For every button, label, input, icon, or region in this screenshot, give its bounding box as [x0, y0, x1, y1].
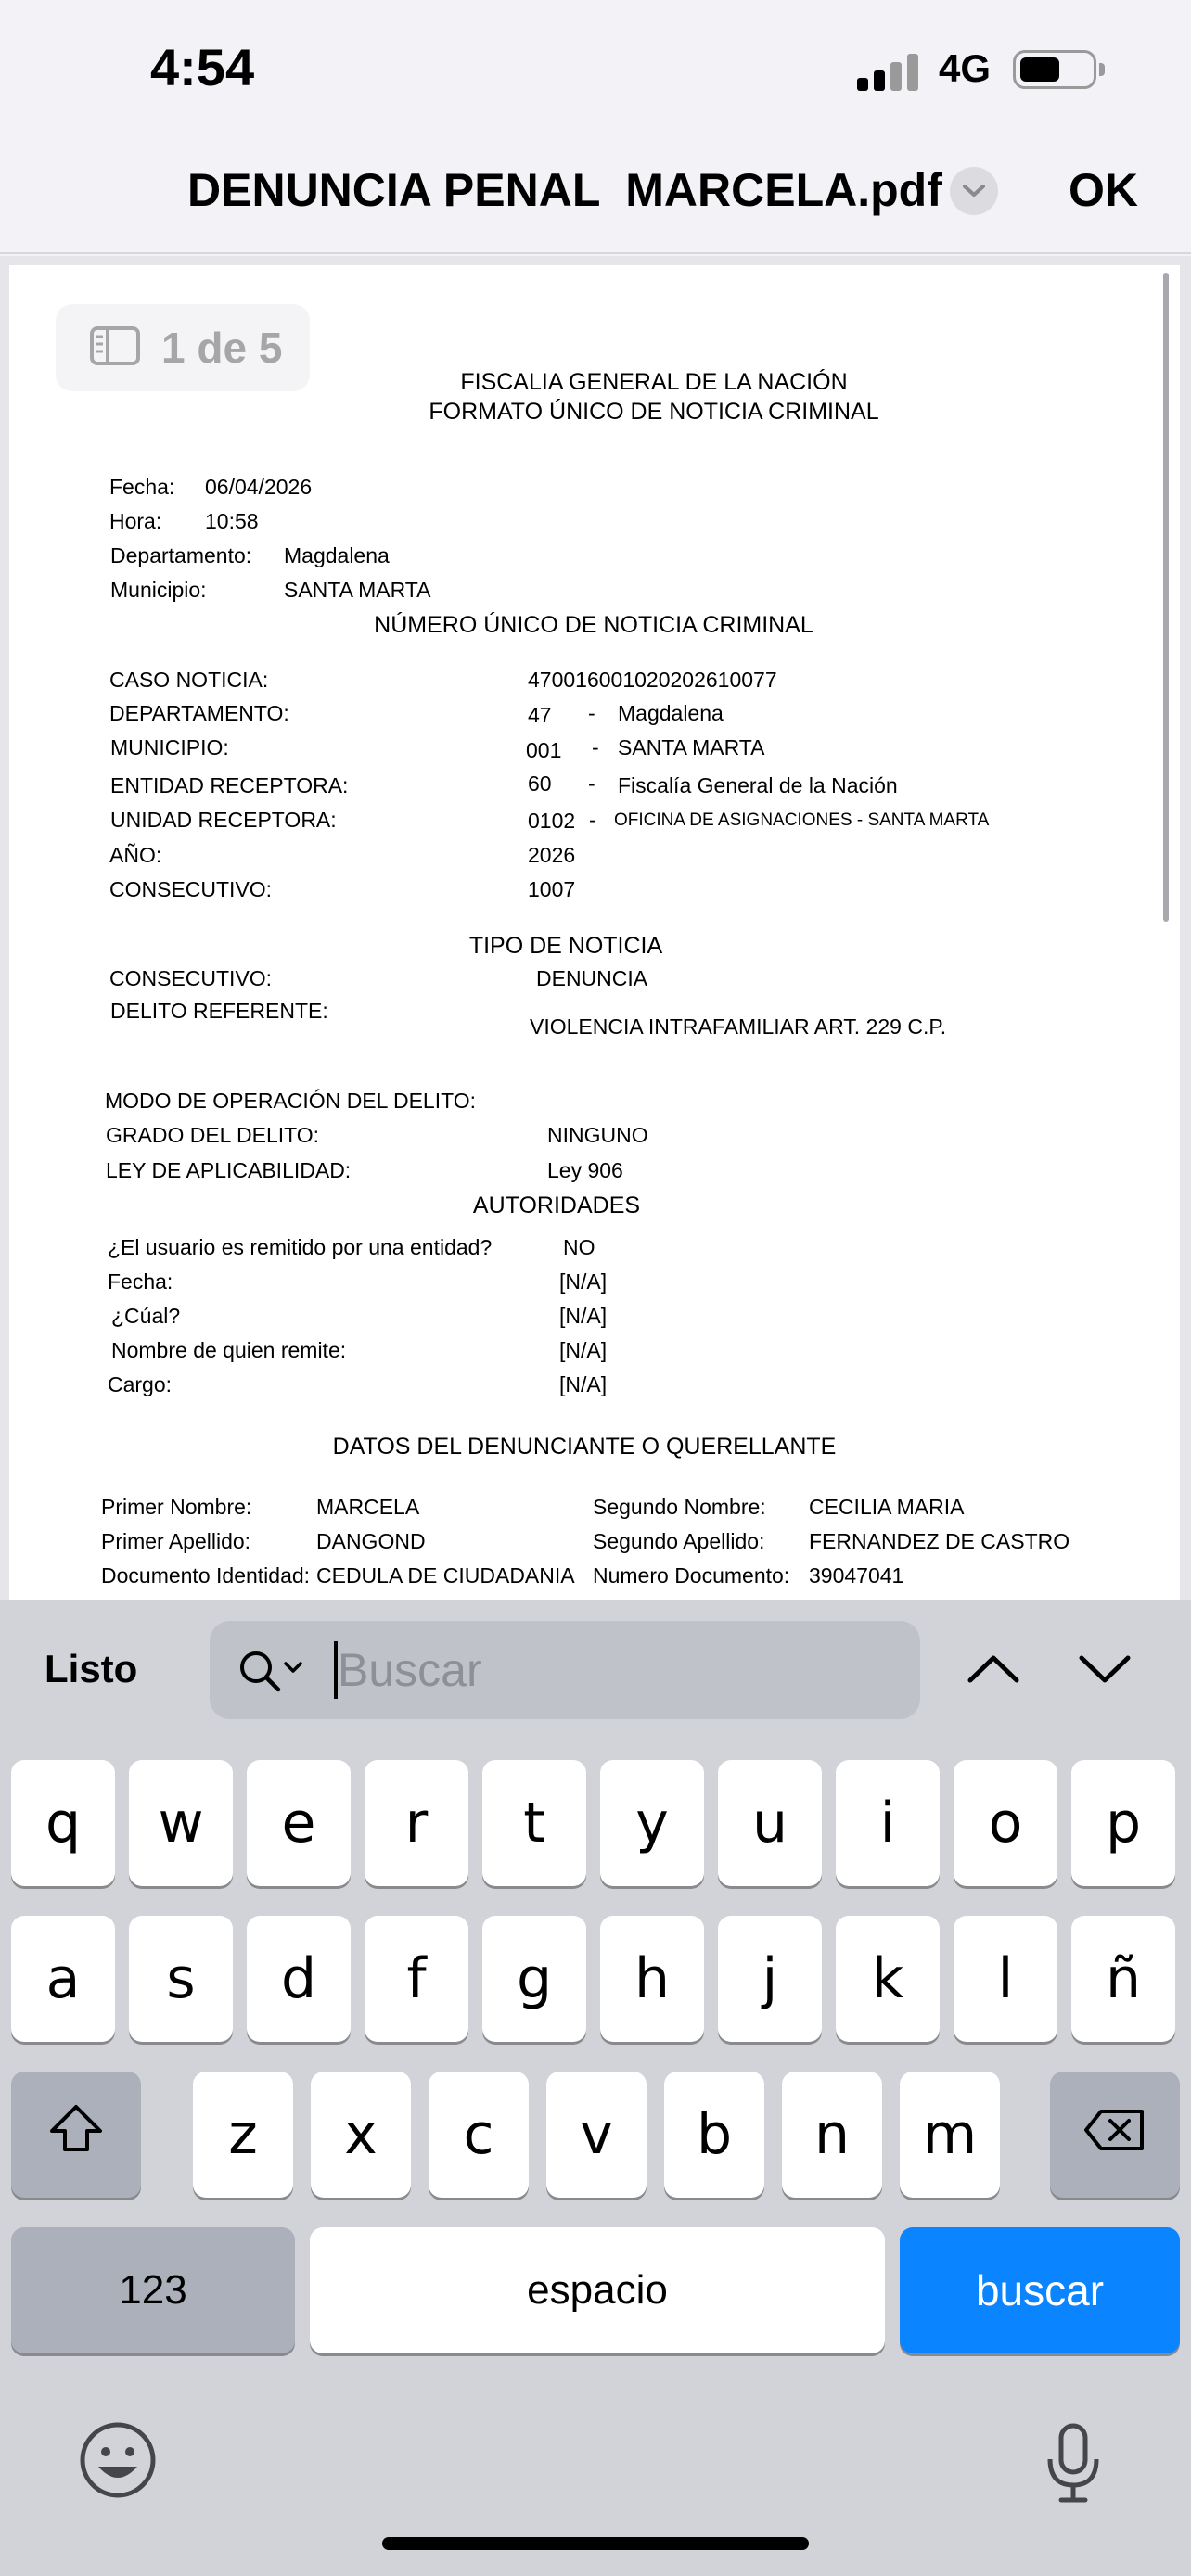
done-button[interactable]: Listo	[45, 1647, 138, 1690]
ley-value: Ley 906	[547, 1158, 623, 1182]
autoridad-fecha-value: [N/A]	[559, 1269, 608, 1294]
entidad-name: Fiscalía General de la Nación	[618, 773, 898, 797]
hora-value: 10:58	[205, 509, 259, 533]
dash: -	[589, 808, 596, 832]
battery-icon	[1013, 50, 1096, 89]
departamento-label: Departamento:	[110, 543, 252, 567]
search-key[interactable]: buscar	[900, 2227, 1180, 2353]
keyboard	[0, 1730, 1191, 2576]
key-y[interactable]: y	[600, 1760, 704, 1886]
municipio-code-label: MUNICIPIO:	[110, 735, 229, 759]
key-l[interactable]: l	[954, 1916, 1057, 2042]
key-d[interactable]: d	[247, 1916, 351, 2042]
documento-identidad-label: Documento Identidad:	[101, 1563, 311, 1588]
hora-label: Hora:	[109, 509, 162, 533]
key-u[interactable]: u	[718, 1760, 822, 1886]
cual-label: ¿Cúal?	[111, 1304, 181, 1328]
fecha-value: 06/04/2026	[205, 475, 313, 499]
title-menu-chevron-icon[interactable]	[950, 167, 998, 215]
primer-nombre-value: MARCELA	[316, 1495, 420, 1519]
shift-icon	[47, 2102, 105, 2168]
grado-label: GRADO DEL DELITO:	[106, 1123, 320, 1147]
key-e[interactable]: e	[247, 1760, 351, 1886]
key-k[interactable]: k	[836, 1916, 940, 2042]
municipio-name: SANTA MARTA	[618, 735, 765, 759]
key-x[interactable]: x	[311, 2072, 411, 2198]
key-c[interactable]: c	[429, 2072, 529, 2198]
unidad-label: UNIDAD RECEPTORA:	[110, 808, 337, 832]
chevron-down-icon[interactable]	[1072, 1641, 1137, 1697]
signal-icon	[857, 54, 920, 91]
datos-denunciante-title: DATOS DEL DENUNCIANTE O QUERELLANTE	[332, 1434, 837, 1460]
caso-noticia-label: CASO NOTICIA:	[109, 668, 269, 692]
entidad-code: 60	[528, 772, 552, 796]
ok-button[interactable]: OK	[1069, 164, 1138, 216]
search-icon[interactable]	[237, 1649, 315, 1700]
key-a[interactable]: a	[11, 1916, 115, 2042]
delete-icon	[1082, 2102, 1147, 2167]
shift-key[interactable]	[11, 2072, 141, 2198]
key-n[interactable]: n	[782, 2072, 882, 2198]
cargo-label: Cargo:	[108, 1372, 173, 1396]
scrollbar[interactable]	[1163, 273, 1169, 922]
autoridades-title: AUTORIDADES	[472, 1192, 641, 1218]
segundo-apellido-label: Segundo Apellido:	[593, 1529, 765, 1553]
key-r[interactable]: r	[365, 1760, 468, 1886]
sidebar-icon	[89, 325, 141, 371]
search-input[interactable]	[338, 1638, 894, 1702]
numero-documento-label: Numero Documento:	[593, 1563, 790, 1588]
document-title[interactable]: DENUNCIA PENAL MARCELA.pdf	[187, 164, 942, 216]
key-h[interactable]: h	[600, 1916, 704, 2042]
key-q[interactable]: q	[11, 1760, 115, 1886]
primer-nombre-label: Primer Nombre:	[101, 1495, 252, 1519]
emoji-icon[interactable]	[78, 2420, 158, 2505]
key-p[interactable]: p	[1071, 1760, 1175, 1886]
unidad-name: OFICINA DE ASIGNACIONES - SANTA MARTA	[614, 810, 990, 830]
primer-apellido-value: DANGOND	[316, 1529, 426, 1553]
doc-header-2: FORMATO ÚNICO DE NOTICIA CRIMINAL	[429, 399, 879, 425]
departamento-value: Magdalena	[284, 543, 390, 567]
unidad-code: 0102	[528, 809, 576, 833]
consecutivo-label: CONSECUTIVO:	[109, 877, 273, 901]
key-f[interactable]: f	[365, 1916, 468, 2042]
dash: -	[588, 772, 596, 796]
entidad-label: ENTIDAD RECEPTORA:	[110, 773, 349, 797]
dash: -	[588, 701, 596, 725]
key-o[interactable]: o	[954, 1760, 1057, 1886]
municipio-value: SANTA MARTA	[284, 578, 431, 602]
delete-key[interactable]	[1050, 2072, 1180, 2198]
key-m[interactable]: m	[900, 2072, 1000, 2198]
numbers-key[interactable]: 123	[11, 2227, 295, 2353]
ley-label: LEY DE APLICABILIDAD:	[106, 1158, 352, 1182]
numero-documento-value: 39047041	[809, 1563, 904, 1588]
page-indicator[interactable]	[56, 304, 310, 391]
cargo-value: [N/A]	[559, 1372, 608, 1396]
grado-value: NINGUNO	[547, 1123, 648, 1147]
key-b[interactable]: b	[664, 2072, 764, 2198]
nombre-remite-label: Nombre de quien remite:	[111, 1338, 347, 1362]
key-s[interactable]: s	[129, 1916, 233, 2042]
consecutivo-value: 1007	[528, 877, 576, 901]
network-type: 4G	[939, 46, 992, 90]
segundo-apellido-value: FERNANDEZ DE CASTRO	[809, 1529, 1070, 1553]
cual-value: [N/A]	[559, 1304, 608, 1328]
tipo-noticia-title: TIPO DE NOTICIA	[468, 933, 663, 959]
modo-operacion-label: MODO DE OPERACIÓN DEL DELITO:	[105, 1089, 477, 1113]
space-key[interactable]: espacio	[310, 2227, 885, 2353]
segundo-nombre-value: CECILIA MARIA	[809, 1495, 965, 1519]
municipio-label: Municipio:	[110, 578, 207, 602]
segundo-nombre-label: Segundo Nombre:	[593, 1495, 766, 1519]
caso-noticia-value: 470016001020202610077	[528, 668, 777, 692]
home-indicator	[382, 2537, 809, 2550]
key-i[interactable]: i	[836, 1760, 940, 1886]
remitido-value: NO	[563, 1235, 596, 1259]
document-viewer[interactable]	[0, 256, 1191, 1600]
status-bar	[0, 0, 1191, 139]
dash: -	[592, 735, 599, 759]
delito-value: VIOLENCIA INTRAFAMILIAR ART. 229 C.P.	[530, 1014, 947, 1039]
autoridad-fecha-label: Fecha:	[108, 1269, 173, 1294]
nombre-remite-value: [N/A]	[559, 1338, 608, 1362]
departamento-name: Magdalena	[618, 701, 724, 725]
status-time: 4:54	[150, 38, 255, 96]
primer-apellido-label: Primer Apellido:	[101, 1529, 251, 1553]
nav-bar	[0, 139, 1191, 254]
key-z[interactable]: z	[193, 2072, 293, 2198]
key-j[interactable]: j	[718, 1916, 822, 2042]
chevron-up-icon[interactable]	[961, 1641, 1026, 1697]
page-indicator-label: 1 de 5	[161, 324, 283, 372]
pdf-page	[9, 265, 1180, 1600]
key-w[interactable]: w	[129, 1760, 233, 1886]
key-g[interactable]: g	[482, 1916, 586, 2042]
anio-value: 2026	[528, 843, 576, 867]
documento-identidad-value: CEDULA DE CIUDADANIA	[316, 1563, 575, 1588]
key-v[interactable]: v	[546, 2072, 647, 2198]
anio-label: AÑO:	[109, 843, 162, 867]
doc-header-1: FISCALIA GENERAL DE LA NACIÓN	[460, 369, 848, 395]
search-field[interactable]	[210, 1621, 920, 1719]
departamento-code: 47	[528, 703, 552, 727]
tipo-consecutivo-label: CONSECUTIVO:	[109, 966, 273, 990]
remitido-label: ¿El usuario es remitido por una entidad?	[108, 1235, 493, 1259]
delito-label: DELITO REFERENTE:	[110, 999, 328, 1023]
tipo-consecutivo-value: DENUNCIA	[536, 966, 648, 990]
numero-unico-title: NÚMERO ÚNICO DE NOTICIA CRIMINAL	[374, 612, 813, 638]
fecha-label: Fecha:	[109, 475, 175, 499]
departamento-code-label: DEPARTAMENTO:	[109, 701, 289, 725]
microphone-icon[interactable]	[1044, 2422, 1102, 2510]
key-t[interactable]: t	[482, 1760, 586, 1886]
find-bar	[0, 1600, 1191, 1730]
key-ñ[interactable]: ñ	[1071, 1916, 1175, 2042]
municipio-code: 001	[526, 738, 562, 762]
